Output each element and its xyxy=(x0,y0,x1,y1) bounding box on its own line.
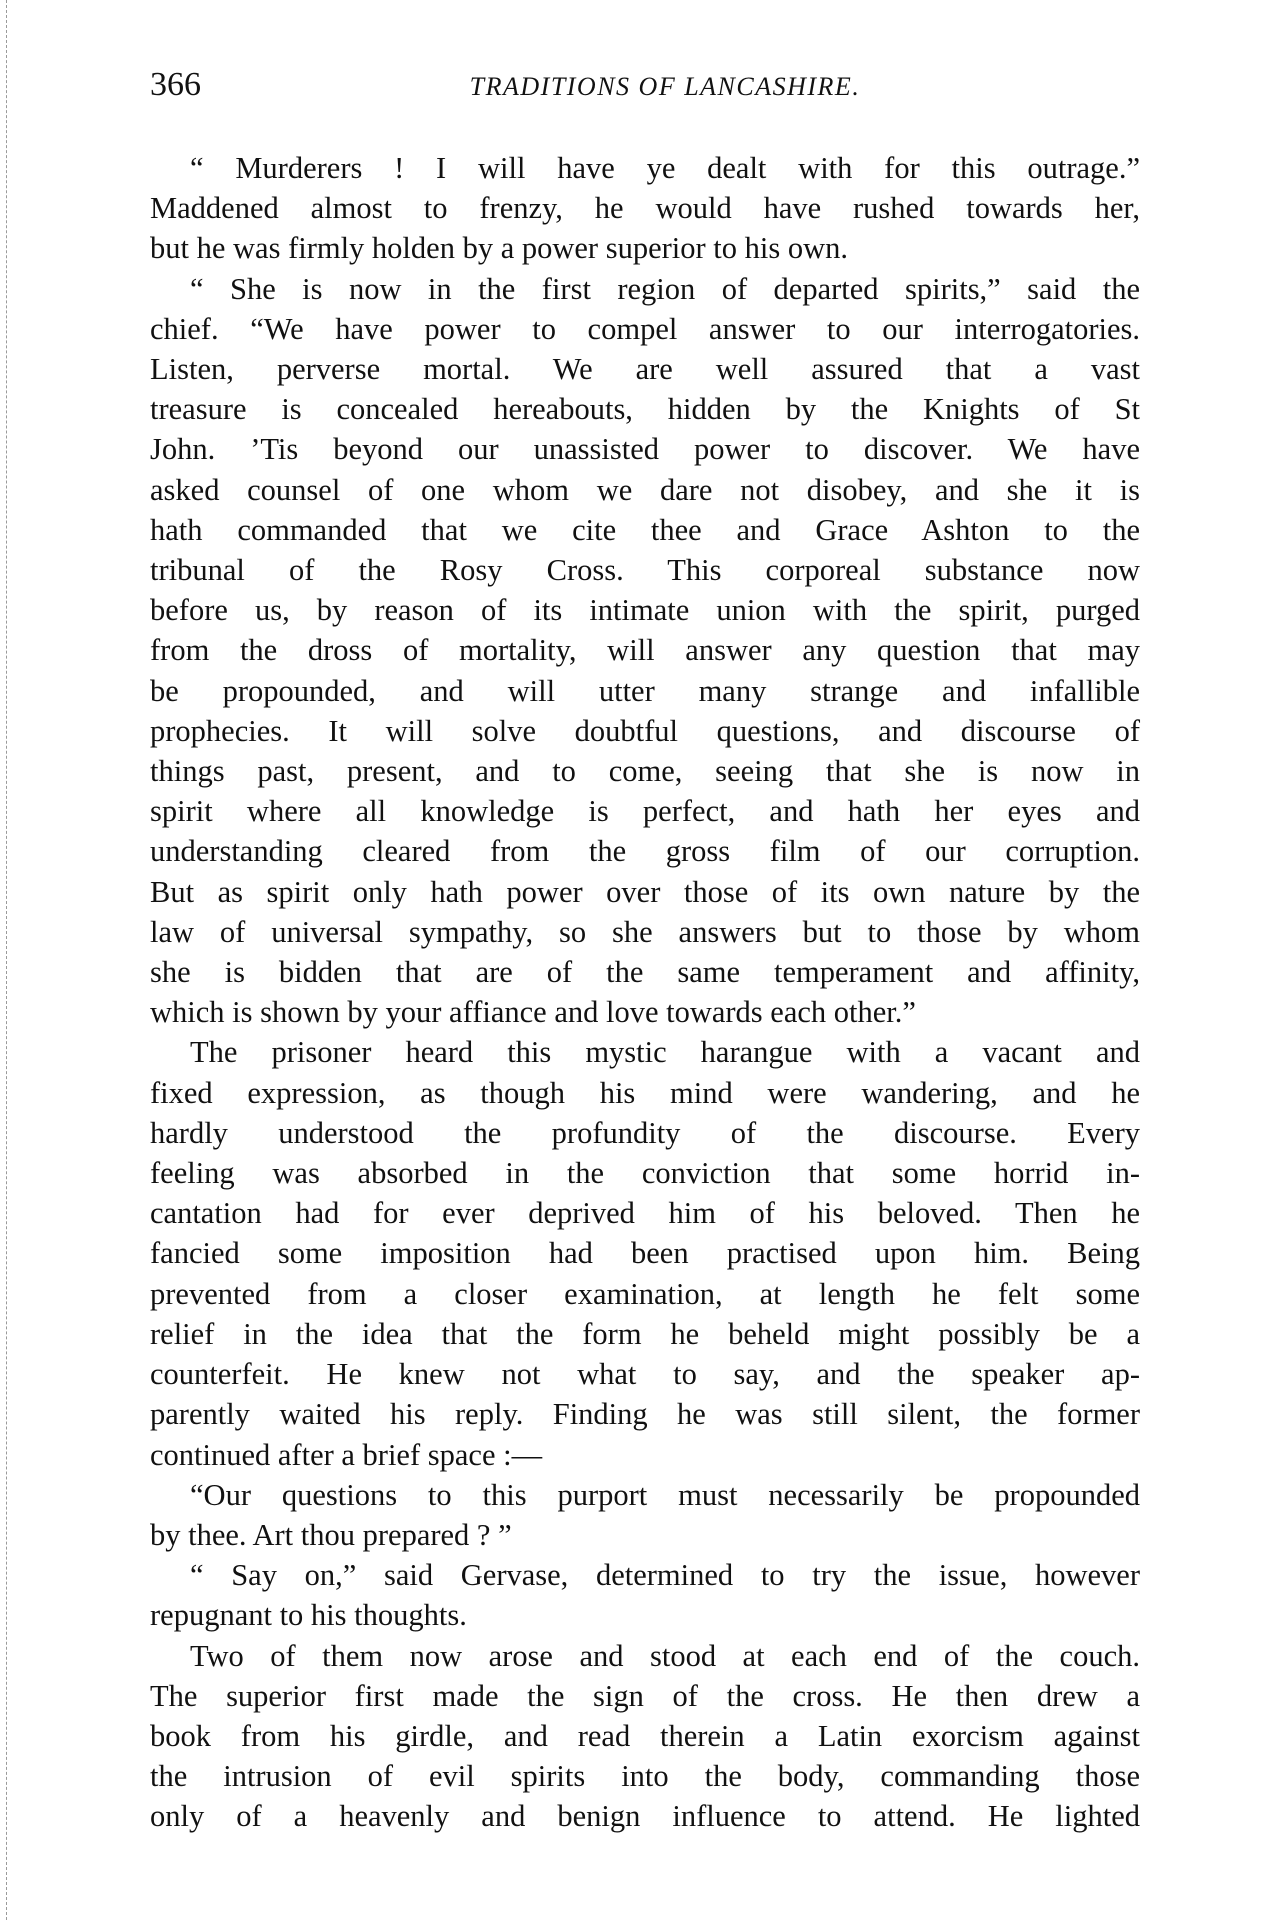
text-line: cantation had for ever deprived him of his beloved. Then he xyxy=(150,1196,1140,1231)
text-line: from the dross of mortality, will answer any question that may xyxy=(150,633,1140,668)
paragraph xyxy=(150,1636,1140,1837)
text-line: “ She is now in the first region of departed spirits,” said the xyxy=(190,271,1140,306)
text-line: she is bidden that are of the same temperament and affinity, xyxy=(150,955,1140,990)
text-line: book from his girdle, and read therein a Latin exorcism against xyxy=(150,1718,1140,1753)
scan-edge-line xyxy=(6,0,7,1920)
text-line: “ Murderers ! I will have ye dealt with for this outrage.” xyxy=(190,151,1140,185)
book-page xyxy=(150,60,1140,1837)
running-title: TRADITIONS OF LANCASHIRE. xyxy=(469,72,861,101)
text-line: feeling was absorbed in the conviction that some horrid in- xyxy=(150,1156,1140,1191)
text-line: hath commanded that we cite thee and Grace Ashton to the xyxy=(150,512,1140,547)
text-line: The superior first made the sign of the cross. He then drew a xyxy=(150,1678,1140,1713)
text-line: but he was firmly holden by a power superior to his own. xyxy=(150,231,848,266)
text-line: chief. “We have power to compel answer to our interrogatories. xyxy=(150,311,1140,346)
text-line: “Our questions to this purport must necessarily be propounded xyxy=(190,1477,1140,1512)
text-line: prophecies. It will solve doubtful questions, and discourse of xyxy=(150,713,1140,748)
text-line: treasure is concealed hereabouts, hidden by the Knights of St xyxy=(150,392,1140,427)
text-line: before us, by reason of its intimate union with the spirit, purged xyxy=(150,593,1140,628)
text-line: hardly understood the profundity of the discourse. Every xyxy=(150,1115,1140,1150)
text-line: John. ’Tis beyond our unassisted power to discover. We have xyxy=(150,432,1140,467)
text-line: Maddened almost to frenzy, he would have rushed towards her, xyxy=(150,191,1140,226)
text-line: things past, present, and to come, seeing that she is now in xyxy=(150,754,1140,789)
text-line: by thee. Art thou prepared ? ” xyxy=(150,1517,512,1552)
text-line: which is shown by your affiance and love towards each other.” xyxy=(150,995,916,1030)
text-line: understanding cleared from the gross film of our corruption. xyxy=(150,834,1140,869)
text-line: But as spirit only hath power over those of its own nature by the xyxy=(150,874,1140,909)
text-line: tribunal of the Rosy Cross. This corporeal substance now xyxy=(150,553,1140,588)
paragraph xyxy=(150,148,1140,269)
text-line: continued after a brief space :— xyxy=(150,1437,543,1472)
text-line: spirit where all knowledge is perfect, and hath her eyes and xyxy=(150,794,1140,829)
body-text xyxy=(150,148,1140,1837)
text-line: law of universal sympathy, so she answers but to those by whom xyxy=(150,914,1140,949)
text-line: only of a heavenly and benign influence to attend. He lighted xyxy=(150,1799,1140,1834)
text-line: asked counsel of one whom we dare not disobey, and she it is xyxy=(150,472,1140,507)
text-line: fancied some imposition had been practised upon him. Being xyxy=(150,1236,1140,1271)
paragraph xyxy=(150,1032,1140,1474)
text-line: relief in the idea that the form he beheld might possibly be a xyxy=(150,1316,1140,1351)
text-line: parently waited his reply. Finding he was still silent, the former xyxy=(150,1397,1140,1432)
text-line: be propounded, and will utter many strange and infallible xyxy=(150,673,1140,708)
text-line: “ Say on,” said Gervase, determined to try the issue, however xyxy=(190,1558,1140,1593)
text-line: Two of them now arose and stood at each end of the couch. xyxy=(190,1638,1140,1673)
page-number: 366 xyxy=(150,66,201,103)
text-line: counterfeit. He knew not what to say, and the speaker ap- xyxy=(150,1357,1140,1392)
paragraph xyxy=(150,1475,1140,1555)
text-line: The prisoner heard this mystic harangue with a vacant and xyxy=(190,1035,1140,1070)
running-head xyxy=(150,60,1140,120)
text-line: the intrusion of evil spirits into the body, commanding those xyxy=(150,1759,1140,1794)
paragraph xyxy=(150,1555,1140,1635)
text-line: repugnant to his thoughts. xyxy=(150,1598,467,1633)
text-line: Listen, perverse mortal. We are well assured that a vast xyxy=(150,352,1140,387)
text-line: prevented from a closer examination, at length he felt some xyxy=(150,1276,1140,1311)
text-line: fixed expression, as though his mind were wandering, and he xyxy=(150,1075,1140,1110)
paragraph xyxy=(150,269,1140,1033)
